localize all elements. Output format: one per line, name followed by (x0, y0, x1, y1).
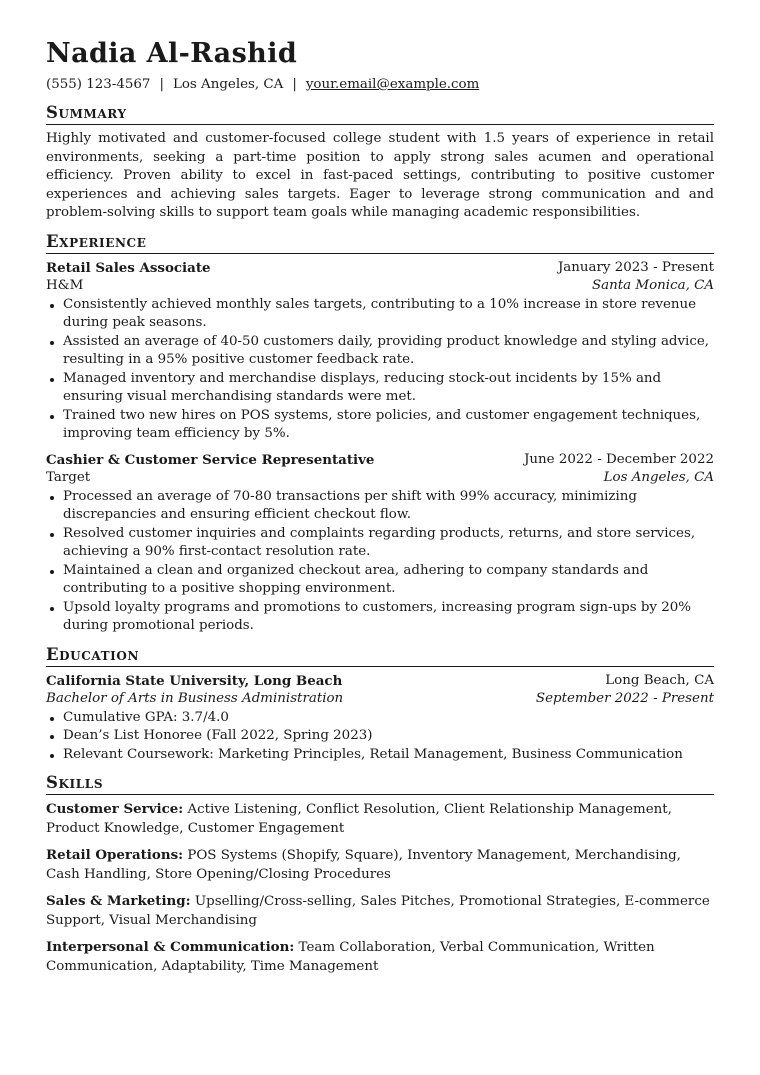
job-company: Target (46, 470, 91, 485)
job-subheader-row (46, 469, 714, 488)
bullet-item: Assisted an average of 40-50 customers daily, providing product knowledge and styling advice, resulting in a 95% positive customer feedback rate. (46, 333, 714, 370)
phone-number: (555) 123-4567 (46, 77, 151, 92)
summary-section (46, 103, 714, 223)
email-link[interactable]: your.email@example.com (305, 77, 480, 92)
job-company: H&M (46, 278, 84, 293)
bullet-item: Trained two new hires on POS systems, store policies, and customer engagement techniques, improving team efficiency by 5%. (46, 407, 714, 444)
separator: | (159, 77, 164, 92)
job-role: Cashier & Customer Service Representative (46, 451, 375, 468)
bullet-item: Dean’s List Honoree (Fall 2022, Spring 2023) (46, 727, 714, 746)
section-title-education: Education (46, 645, 714, 667)
bullet-item: Maintained a clean and organized checkout area, adhering to company standards and contributing to a positive shopping environment. (46, 562, 714, 599)
bullet-item: Consistently achieved monthly sales targets, contributing to a 10% increase in store revenue during peak seasons. (46, 296, 714, 333)
skill-entry (46, 892, 714, 930)
job-bullets (46, 488, 714, 636)
skill-text: Active Listening, Conflict Resolution, Client Relationship Management, Product Knowledge, Customer Engagement (46, 802, 672, 836)
summary-text: Highly motivated and customer-focused college student with 1.5 years of experience in retail environments, seeking a part-time position to apply strong sales acumen and operational efficiency. Proven ability to excel in fast-paced settings, contributing to positive customer experiences and achieving sales targets. Eager to leverage strong communication and and problem-solving skills to support team goals while managing academic responsibilities. (46, 131, 714, 220)
bullet-item: Cumulative GPA: 3.7/4.0 (46, 709, 714, 728)
job-role: Retail Sales Associate (46, 259, 211, 276)
skill-label: Interpersonal & Communication: (46, 939, 295, 955)
skill-entry (46, 938, 714, 976)
job-subheader-row (46, 277, 714, 296)
job-bullets (46, 296, 714, 444)
job-header-row (46, 451, 714, 470)
bullet-item: Managed inventory and merchandise displays, reducing stock-out incidents by 15% and ensuring visual merchandising standards were met. (46, 370, 714, 407)
job-dates: June 2022 - December 2022 (524, 451, 714, 467)
education-section (46, 645, 714, 765)
school-name: California State University, Long Beach (46, 672, 343, 689)
job-header-row (46, 259, 714, 278)
school-row (46, 672, 714, 691)
degree-name: Bachelor of Arts in Business Administration (46, 691, 344, 706)
skill-label: Customer Service: (46, 801, 184, 817)
bullet-item: Upsold loyalty programs and promotions to customers, increasing program sign-ups by 20% during promotional periods. (46, 599, 714, 636)
bullet-item: Processed an average of 70-80 transactions per shift with 99% accuracy, minimizing discrepancies and ensuring efficient checkout flow. (46, 488, 714, 525)
skill-entry (46, 800, 714, 838)
candidate-name: Nadia Al-Rashid (46, 38, 298, 69)
section-title-experience: Experience (46, 232, 714, 254)
job-entry (46, 451, 714, 636)
job-location: Los Angeles, CA (603, 470, 714, 485)
separator: | (292, 77, 297, 92)
skill-text: Team Collaboration, Verbal Communication, Written Communication, Adaptability, Time Management (46, 940, 655, 974)
skill-label: Retail Operations: (46, 847, 184, 863)
contact-line (46, 76, 714, 94)
bullet-item: Relevant Coursework: Marketing Principles, Retail Management, Business Communication (46, 746, 714, 765)
bullet-item: Resolved customer inquiries and complaints regarding products, returns, and store services, achieving a 90% first-contact resolution rate. (46, 525, 714, 562)
experience-section (46, 232, 714, 636)
school-location: Long Beach, CA (605, 672, 714, 688)
skill-text: Upselling/Cross-selling, Sales Pitches, Promotional Strategies, E-commerce Support, Visual Merchandising (46, 894, 710, 928)
skill-label: Sales & Marketing: (46, 893, 191, 909)
location: Los Angeles, CA (172, 77, 284, 92)
section-title-skills: Skills (46, 773, 714, 795)
skill-entry (46, 846, 714, 884)
job-dates: January 2023 - Present (557, 259, 714, 275)
education-bullets (46, 709, 714, 765)
skill-text: POS Systems (Shopify, Square), Inventory Management, Merchandising, Cash Handling, Store Opening/Closing Procedures (46, 848, 681, 882)
section-title-summary: Summary (46, 103, 714, 125)
degree-row (46, 690, 714, 709)
education-dates: September 2022 - Present (535, 691, 714, 706)
job-entry (46, 259, 714, 444)
job-location: Santa Monica, CA (592, 278, 714, 293)
skills-section (46, 773, 714, 976)
